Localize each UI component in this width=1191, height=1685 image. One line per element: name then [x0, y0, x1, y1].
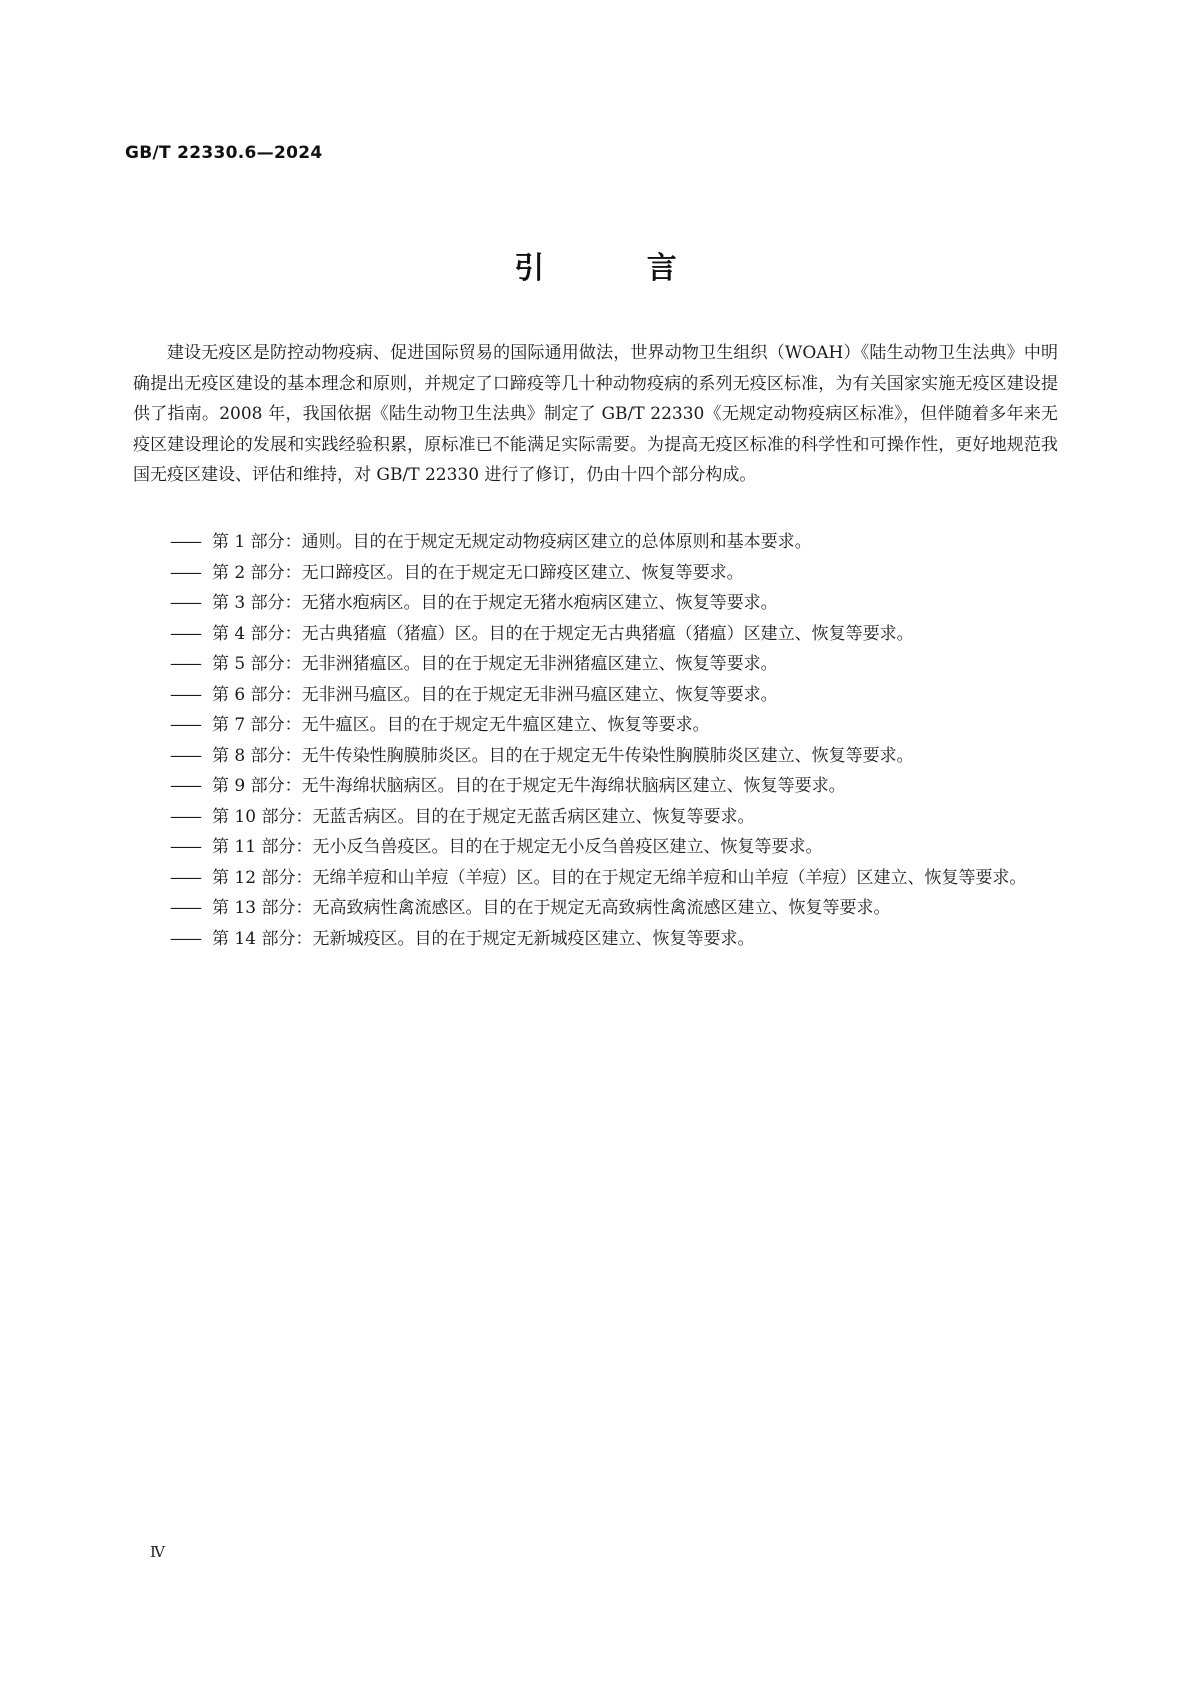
list-item-part-10: [170, 802, 1060, 833]
list-item-part-1: [170, 527, 1060, 558]
list-item-part-9: [170, 771, 1060, 802]
list-item-text: 第 5 部分：无非洲猪瘟区。目的在于规定无非洲猪瘟区建立、恢复等要求。: [212, 654, 778, 674]
list-dash: ——: [170, 623, 200, 644]
list-item-part-12: [170, 863, 1060, 894]
list-item-part-4: [170, 619, 1060, 650]
list-dash: ——: [170, 776, 200, 796]
list-item-text: 第 12 部分：无绵羊痘和山羊痘（羊痘）区。目的在于规定无绵羊痘和山羊痘（羊痘）区建立、恢复等要求。: [212, 867, 1027, 888]
list-item-part-6: [170, 680, 1060, 711]
intro-paragraph: 建设无疫区是防控动物疫病、促进国际贸易的国际通用做法，世界动物卫生组织（WOAH）《陆生动物卫生法典》中明确提出无疫区建设的基本理念和原则，并规定了口蹄疫等几十种动物疫病的系列无疫区标准，为有关国家实施无疫区建设提供了指南。2008 年，我国依据《陆生动物卫生法典》制定了 GB/T 22330《无规定动物疫病区标准》，但伴随着多年来无疫区建设理论的发展和实践经验积累，原标准已不能满足实际需要。为提高无疫区标准的科学性和可操作性，更好地规范我国无疫区建设、评估和维持，对 GB/T 22330 进行了修订，仍由十四个部分构成。: [133, 343, 1058, 485]
parts-list: [170, 527, 1060, 954]
list-dash: ——: [170, 898, 200, 918]
standard-number: GB/T 22330.6—2024: [125, 143, 323, 163]
list-dash: ——: [170, 837, 200, 857]
list-item-part-13: [170, 893, 1060, 924]
list-item-part-11: [170, 832, 1060, 863]
list-item-text: 第 3 部分：无猪水疱病区。目的在于规定无猪水疱病区建立、恢复等要求。: [212, 593, 778, 613]
list-item-text: 第 13 部分：无高致病性禽流感区。目的在于规定无高致病性禽流感区建立、恢复等要求。: [212, 898, 891, 918]
list-dash: ——: [170, 654, 200, 674]
list-item-part-7: [170, 710, 1060, 741]
list-item-text: 第 9 部分：无牛海绵状脑病区。目的在于规定无牛海绵状脑病区建立、恢复等要求。: [212, 776, 846, 796]
list-item-text: 第 11 部分：无小反刍兽疫区。目的在于规定无小反刍兽疫区建立、恢复等要求。: [212, 837, 823, 857]
list-item-text: 第 8 部分：无牛传染性胸膜肺炎区。目的在于规定无牛传染性胸膜肺炎区建立、恢复等要求。: [212, 745, 914, 766]
list-dash: ——: [170, 532, 200, 552]
list-dash: ——: [170, 867, 200, 888]
list-item-text: 第 6 部分：无非洲马瘟区。目的在于规定无非洲马瘟区建立、恢复等要求。: [212, 684, 778, 705]
list-item-text: 第 1 部分：通则。目的在于规定无规定动物疫病区建立的总体原则和基本要求。: [212, 532, 812, 552]
list-item-text: 第 7 部分：无牛瘟区。目的在于规定无牛瘟区建立、恢复等要求。: [212, 715, 710, 735]
list-dash: ——: [170, 928, 200, 949]
page-title: 引 言: [514, 251, 723, 286]
list-item-text: 第 14 部分：无新城疫区。目的在于规定无新城疫区建立、恢复等要求。: [212, 928, 755, 949]
list-item-text: 第 4 部分：无古典猪瘟（猪瘟）区。目的在于规定无古典猪瘟（猪瘟）区建立、恢复等要求。: [212, 623, 914, 644]
list-item-text: 第 2 部分：无口蹄疫区。目的在于规定无口蹄疫区建立、恢复等要求。: [212, 562, 744, 583]
list-dash: ——: [170, 593, 200, 613]
list-item-part-3: [170, 588, 1060, 619]
list-item-part-2: [170, 558, 1060, 589]
list-dash: ——: [170, 715, 200, 735]
list-dash: ——: [170, 684, 200, 705]
list-item-text: 第 10 部分：无蓝舌病区。目的在于规定无蓝舌病区建立、恢复等要求。: [212, 806, 755, 827]
list-item-part-8: [170, 741, 1060, 772]
page-number: Ⅳ: [150, 1543, 165, 1561]
list-item-part-14: [170, 924, 1060, 955]
list-item-part-5: [170, 649, 1060, 680]
list-dash: ——: [170, 562, 200, 583]
list-dash: ——: [170, 745, 200, 766]
list-dash: ——: [170, 806, 200, 827]
